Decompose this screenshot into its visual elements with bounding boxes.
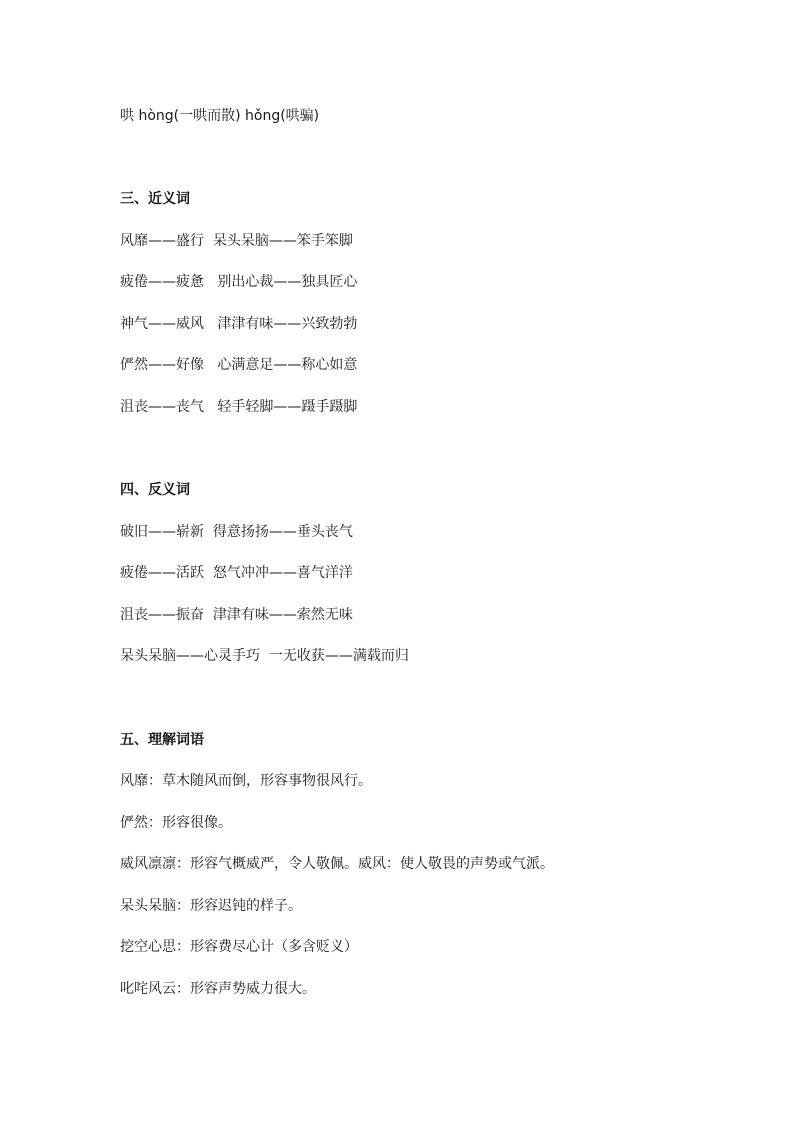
synonym-line: 神气——威风 津津有味——兴致勃勃 (120, 316, 358, 332)
antonyms-heading: 四、反义词 (120, 482, 190, 498)
antonym-line: 破旧——崭新 得意扬扬——垂头丧气 (120, 524, 353, 540)
antonym-line: 疲倦——活跃 怒气冲冲——喜气洋洋 (120, 565, 353, 581)
definition-line: 威风凛凛：形容气概威严，令人敬佩。威风：使人敬畏的声势或气派。 (120, 856, 554, 872)
definition-line: 呆头呆脑：形容迟钝的样子。 (120, 898, 302, 914)
definition-line: 风靡：草木随风而倒，形容事物很风行。 (120, 773, 372, 789)
pronunciation-line: 哄 hòng(一哄而散) hǒng(哄骗) (120, 108, 320, 124)
definition-line: 挖空心思：形容费尽心计（多含贬义） (120, 939, 358, 955)
synonym-line: 沮丧——丧气 轻手轻脚——蹑手蹑脚 (120, 399, 358, 415)
synonym-line: 疲倦——疲惫 别出心裁——独具匠心 (120, 274, 358, 290)
synonyms-heading: 三、近义词 (120, 191, 190, 207)
definitions-heading: 五、理解词语 (120, 732, 204, 748)
synonym-line: 俨然——好像 心满意足——称心如意 (120, 357, 358, 373)
synonym-line: 风靡——盛行 呆头呆脑——笨手笨脚 (120, 233, 353, 249)
antonym-line: 沮丧——振奋 津津有味——索然无味 (120, 607, 353, 623)
definition-line: 俨然：形容很像。 (120, 815, 232, 831)
definition-line: 叱咤风云：形容声势威力很大。 (120, 981, 316, 997)
antonym-line: 呆头呆脑——心灵手巧 一无收获——满载而归 (120, 648, 409, 664)
